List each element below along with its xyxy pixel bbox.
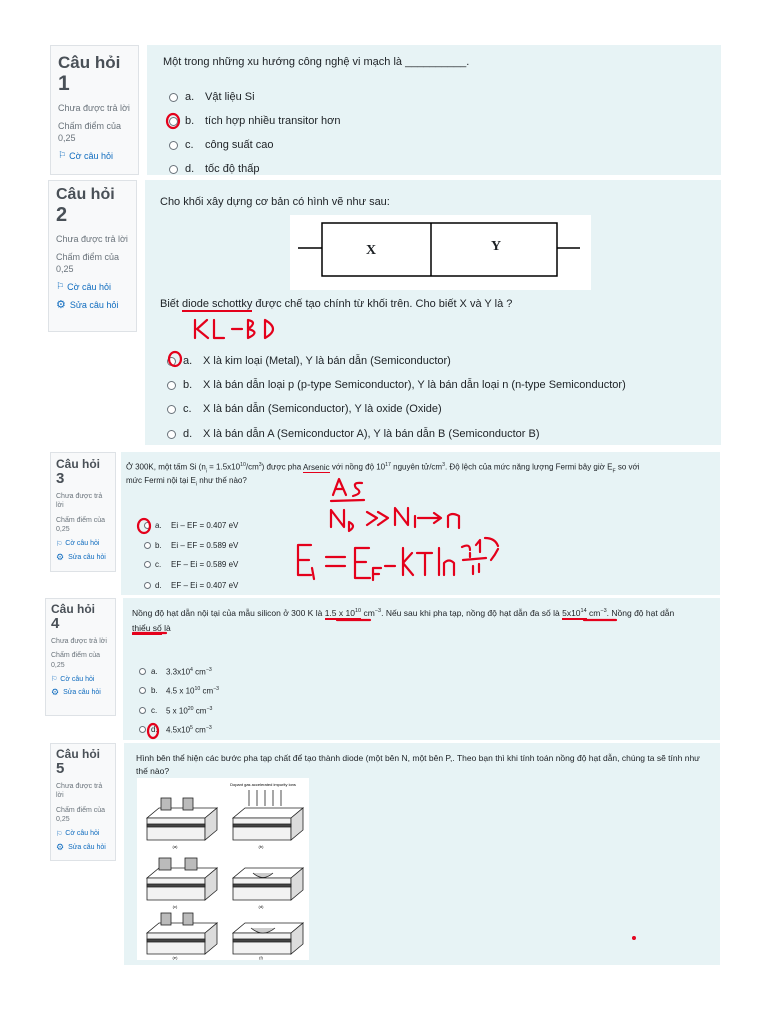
- radio-button[interactable]: [169, 141, 178, 150]
- question-title: Câu hỏi 4: [51, 603, 110, 631]
- question-info-5: [50, 743, 116, 861]
- answer-option-c[interactable]: c. công suất cao: [169, 139, 274, 151]
- step-a: [147, 798, 217, 840]
- question-text: Một trong những xu hướng công nghệ vi mạch là __________.: [163, 56, 470, 68]
- flag-question-link[interactable]: ⚐ Cờ câu hỏi: [56, 281, 112, 292]
- question-text: Nồng độ hạt dẫn nội tại của mẫu silicon ở 300 K là 1.5 x $10^{10}$ $cm^{-3}$. Nếu sau khi pha tạp, nồng độ hạt dẫn đa số là $5x10^{14}$ $cm^{-3}$. Nồng độ hạt dẫn: [132, 608, 675, 618]
- question-number: 1: [58, 72, 70, 95]
- underlined-value: 1.5 x $10^{10}$: [324, 608, 362, 618]
- label-a: (a): [172, 844, 178, 849]
- flag-question-link[interactable]: ⚐ Cờ câu hỏi: [56, 540, 100, 548]
- question-info-3: [50, 452, 116, 572]
- flag-question-link[interactable]: ⚐ Cờ câu hỏi: [58, 150, 114, 161]
- answer-option-d[interactable]: d. EF – Ei = 0.407 eV: [144, 581, 238, 590]
- flag-question-link[interactable]: ⚐ Cờ câu hỏi: [51, 675, 95, 684]
- radio-button[interactable]: [144, 522, 151, 529]
- flag-question-link[interactable]: ⚐ Cờ câu hỏi: [56, 830, 100, 838]
- question-marks: Chấm điểm của 0,25: [58, 121, 122, 144]
- radio-button[interactable]: [167, 405, 176, 414]
- question-text: Hình bên thể hiện các bước pha tạp chất để tạo thành diode (một bên N, một bên P,. Theo bạn thì khi tính toán nồng độ hạt dẫn, chúng ta sẽ tính như thế nào?: [136, 753, 700, 776]
- gear-icon: ⚙: [56, 551, 65, 562]
- flag-icon: ⚐: [56, 830, 63, 838]
- question-text-2: Biết diode schottky được chế tạo chính từ khối trên. Cho biết X và Y là ?: [160, 298, 513, 310]
- gear-icon: ⚙: [56, 841, 65, 852]
- step-d: [233, 868, 303, 900]
- gear-icon: ⚙: [51, 687, 60, 698]
- question-title: Câu hỏi 5: [56, 748, 110, 776]
- answer-option-d[interactable]: d. X là bán dẫn A (Semiconductor A), Y là bán dẫn B (Semiconductor B): [167, 428, 540, 440]
- label-d: (d): [258, 904, 264, 909]
- underlined-term: thiểu số: [132, 623, 162, 633]
- block-label-x: X: [366, 243, 377, 258]
- question-number: 4: [51, 615, 60, 632]
- answer-option-c[interactable]: c. X là bán dẫn (Semiconductor), Y là oxide (Oxide): [167, 403, 442, 415]
- underlined-term: diode schottky: [182, 298, 253, 310]
- question-number: 2: [56, 204, 68, 226]
- answer-option-d[interactable]: d. $4.5x10^5$ $cm^{-3}$: [139, 725, 212, 735]
- flag-icon: ⚐: [56, 540, 63, 548]
- doping-process-figure: [137, 778, 309, 960]
- question-info-1: [50, 45, 139, 175]
- underlined-value: $5x10^{14}$: [562, 608, 587, 618]
- block-diagram: [290, 215, 591, 290]
- edit-question-link[interactable]: ⚙ Sửa câu hỏi: [56, 299, 119, 312]
- question-marks: Chấm điểm của 0,25: [51, 652, 101, 669]
- question-title: Câu hỏi 3: [56, 458, 110, 486]
- flag-icon: ⚐: [58, 150, 67, 161]
- radio-button[interactable]: [169, 165, 178, 174]
- radio-button[interactable]: [144, 582, 151, 589]
- step-f: [233, 923, 303, 954]
- flag-icon: ⚐: [56, 281, 65, 292]
- block-label-y: Y: [491, 239, 502, 254]
- doping-process-svg: [137, 778, 309, 960]
- radio-button[interactable]: [167, 381, 176, 390]
- answer-option-b[interactable]: b. tích hợp nhiều transitor hơn: [169, 115, 341, 127]
- question-content-3: [121, 452, 720, 595]
- question-title: Câu hỏi 2: [56, 187, 129, 225]
- step-e: [147, 913, 217, 954]
- question-marks: Chấm điểm của 0,25: [56, 516, 106, 534]
- figure-caption: Dopant gas accelerated impurity ions: [230, 782, 296, 787]
- radio-button[interactable]: [139, 726, 146, 733]
- label-b: (b): [258, 844, 264, 849]
- label-f: (f): [259, 955, 263, 960]
- label-e: (e): [172, 955, 178, 960]
- answer-option-b[interactable]: b. X là bán dẫn loại p (p-type Semiconductor), Y là bán dẫn loại n (n-type Semiconductor): [167, 379, 626, 391]
- question-content-5: [124, 743, 720, 965]
- block-diagram-svg: [290, 215, 591, 290]
- question-title: Câu hỏi 1: [58, 54, 131, 94]
- step-c: [147, 858, 217, 900]
- question-content-4: [123, 598, 720, 740]
- edit-question-link[interactable]: ⚙ Sửa câu hỏi: [56, 551, 106, 562]
- question-number: 5: [56, 760, 65, 777]
- radio-button[interactable]: [139, 707, 146, 714]
- question-status: Chưa được trả lời: [56, 234, 128, 244]
- label-c: (c): [172, 904, 178, 909]
- question-text: Cho khối xây dựng cơ bản có hình vẽ như sau:: [160, 196, 390, 208]
- radio-button[interactable]: [167, 430, 176, 439]
- question-content-1: [147, 45, 721, 175]
- answer-option-b[interactable]: b. Ei – EF = 0.589 eV: [144, 541, 238, 550]
- edit-question-link[interactable]: ⚙ Sửa câu hỏi: [51, 687, 101, 698]
- answer-option-a[interactable]: a. Vật liệu Si: [169, 91, 255, 103]
- radio-button[interactable]: [144, 542, 151, 549]
- radio-button[interactable]: [169, 117, 178, 126]
- flag-icon: ⚐: [51, 676, 58, 684]
- question-text-2: mức Fermi nội tại $E_i$ như thế nào?: [126, 476, 247, 488]
- edit-question-link[interactable]: ⚙ Sửa câu hỏi: [56, 841, 106, 852]
- step-b: [233, 790, 303, 840]
- question-status: Chưa được trả lời: [56, 493, 103, 510]
- gear-icon: ⚙: [56, 299, 66, 312]
- radio-button[interactable]: [139, 687, 146, 694]
- question-status: Chưa được trả lời: [51, 638, 107, 645]
- radio-button[interactable]: [169, 93, 178, 102]
- question-content-2: [145, 180, 721, 445]
- question-status: Chưa được trả lời: [56, 783, 103, 800]
- answer-option-b[interactable]: b. 4.5 x $10^{10}$ $cm^{-3}$: [139, 686, 219, 696]
- answer-option-a[interactable]: a. X là kim loại (Metal), Y là bán dẫn (Semiconductor): [167, 355, 451, 367]
- question-number: 3: [56, 470, 65, 487]
- answer-option-d[interactable]: d. tốc độ thấp: [169, 163, 259, 175]
- radio-button[interactable]: [139, 668, 146, 675]
- question-text-2: thiểu số là: [132, 623, 171, 633]
- question-status: Chưa được trả lời: [58, 103, 130, 113]
- question-info-4: [45, 598, 116, 716]
- answer-option-c[interactable]: c. EF – Ei = 0.589 eV: [144, 560, 238, 569]
- question-info-2: [48, 180, 137, 332]
- radio-button[interactable]: [167, 357, 176, 366]
- answer-option-c[interactable]: c. 5 x $10^{20}$ $cm^{-3}$: [139, 706, 212, 716]
- question-text: Ở 300K, một tấm Si $(n_i = 1.5x10^{10}/cm^3)$ được pha Arsenic với nồng độ $10^{17}$ nguyên $tử/cm^3$. Độ lệch của mức năng lượng Fermi bây giờ $E_F$ so với: [126, 462, 640, 475]
- radio-button[interactable]: [144, 561, 151, 568]
- answer-option-a[interactable]: a. $3.3x10^4$ $cm^{-3}$: [139, 667, 212, 677]
- question-marks: Chấm điểm của 0,25: [56, 252, 120, 275]
- question-marks: Chấm điểm của 0,25: [56, 806, 106, 824]
- answer-option-a[interactable]: a. Ei – EF = 0.407 eV: [144, 521, 238, 530]
- underlined-term: Arsenic: [302, 462, 330, 472]
